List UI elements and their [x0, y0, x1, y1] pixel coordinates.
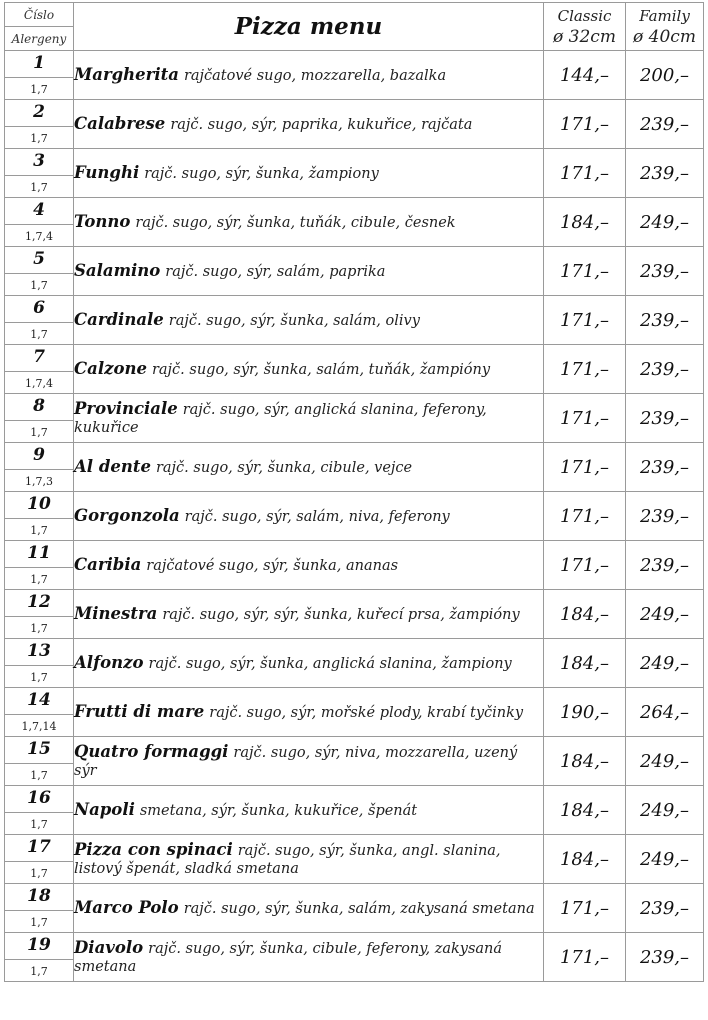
- item-allergens: 1,7,4: [25, 229, 53, 243]
- item-number-group: [5, 52, 73, 99]
- item-ingredients: rajč. sugo, sýr, sýr, šunka, kuřecí prsa, žampióny: [162, 606, 520, 623]
- item-name: Napoli: [74, 799, 135, 819]
- item-description-cell: [74, 345, 544, 394]
- item-number-cell: [5, 737, 74, 786]
- menu-item-row: [5, 296, 704, 345]
- item-number: 11: [27, 542, 51, 563]
- item-number-group: [5, 150, 73, 197]
- item-allergens: 1,7: [30, 915, 48, 929]
- item-number: 18: [27, 885, 51, 906]
- item-number-group: [5, 836, 73, 883]
- price-family: 239,–: [626, 100, 704, 149]
- menu-item-row: [5, 541, 704, 590]
- item-name: Caribia: [74, 554, 142, 574]
- price-family: 239,–: [626, 345, 704, 394]
- item-description-cell: [74, 933, 544, 982]
- number-allergen-divider: [5, 420, 73, 421]
- item-allergens: 1,7,4: [25, 376, 53, 390]
- number-allergen-divider: [5, 518, 73, 519]
- price-family: 200,–: [626, 51, 704, 100]
- price-family: 249,–: [626, 835, 704, 884]
- price-classic: 171,–: [544, 933, 626, 982]
- item-description-cell: [74, 835, 544, 884]
- item-number: 3: [33, 150, 45, 171]
- item-number-group: [5, 787, 73, 834]
- item-number-cell: [5, 247, 74, 296]
- item-ingredients: rajč. sugo, sýr, niva, mozzarella, uzený sýr: [74, 744, 518, 779]
- item-name: Gorgonzola: [74, 505, 180, 525]
- item-ingredients: rajč. sugo, sýr, anglická slanina, feferony, kukuřice: [74, 401, 487, 436]
- price-classic: 144,–: [544, 51, 626, 100]
- menu-item-row: [5, 247, 704, 296]
- item-number: 12: [27, 591, 51, 612]
- item-name: Al dente: [74, 456, 151, 476]
- price-classic: 171,–: [544, 100, 626, 149]
- price-classic: 171,–: [544, 884, 626, 933]
- item-allergens: 1,7: [30, 523, 48, 537]
- item-description-cell: [74, 541, 544, 590]
- price-family: 239,–: [626, 149, 704, 198]
- item-ingredients: rajč. sugo, sýr, salám, paprika: [165, 263, 386, 280]
- item-ingredients: rajč. sugo, sýr, šunka, angl. slanina, listový špenát, sladká smetana: [74, 842, 501, 877]
- price-classic: 171,–: [544, 443, 626, 492]
- item-number-cell: [5, 786, 74, 835]
- item-ingredients: rajč. sugo, sýr, šunka, žampiony: [144, 165, 379, 182]
- item-number-cell: [5, 149, 74, 198]
- menu-item-row: [5, 394, 704, 443]
- header-family: [626, 3, 704, 51]
- menu-item-row: [5, 688, 704, 737]
- item-name: Calabrese: [74, 113, 166, 133]
- item-name: Quatro formaggi: [74, 741, 229, 761]
- item-number-cell: [5, 884, 74, 933]
- number-allergen-divider: [5, 812, 73, 813]
- price-classic: 190,–: [544, 688, 626, 737]
- item-number: 13: [27, 640, 51, 661]
- menu-item-row: [5, 149, 704, 198]
- item-description-cell: [74, 100, 544, 149]
- price-family: 249,–: [626, 590, 704, 639]
- price-family: 239,–: [626, 492, 704, 541]
- price-family: 249,–: [626, 639, 704, 688]
- item-ingredients: rajč. sugo, sýr, šunka, salám, zakysaná smetana: [183, 900, 535, 917]
- price-classic: 184,–: [544, 198, 626, 247]
- item-description-cell: [74, 688, 544, 737]
- item-name: Frutti di mare: [74, 701, 205, 721]
- item-ingredients: rajč. sugo, sýr, šunka, tuňák, cibule, česnek: [135, 214, 456, 231]
- item-number-group: [5, 248, 73, 295]
- item-allergens: 1,7: [30, 964, 48, 978]
- item-number-group: [5, 297, 73, 344]
- item-number-group: [5, 101, 73, 148]
- price-family: 239,–: [626, 541, 704, 590]
- item-number-cell: [5, 345, 74, 394]
- item-description-cell: [74, 639, 544, 688]
- item-name: Salamino: [74, 260, 161, 280]
- item-number: 6: [33, 297, 45, 318]
- item-allergens: 1,7: [30, 866, 48, 880]
- number-allergen-divider: [5, 714, 73, 715]
- number-allergen-divider: [5, 126, 73, 127]
- menu-item-row: [5, 835, 704, 884]
- menu-item-row: [5, 443, 704, 492]
- page-title: Pizza menu: [74, 3, 544, 51]
- item-allergens: 1,7: [30, 621, 48, 635]
- header-alergeny: Alergeny: [5, 27, 74, 51]
- item-number: 14: [27, 689, 51, 710]
- item-number: 4: [33, 199, 45, 220]
- price-family: 249,–: [626, 786, 704, 835]
- item-number: 2: [33, 101, 45, 122]
- item-ingredients: rajčatové sugo, mozzarella, bazalka: [183, 67, 447, 84]
- price-family: 249,–: [626, 198, 704, 247]
- pizza-menu-table: [4, 2, 704, 982]
- item-number: 7: [33, 346, 45, 367]
- price-classic: 171,–: [544, 345, 626, 394]
- item-number-group: [5, 885, 73, 932]
- item-ingredients: rajč. sugo, sýr, šunka, salám, tuňák, žampióny: [151, 361, 491, 378]
- menu-item-row: [5, 786, 704, 835]
- classic-size: ø 32cm: [553, 26, 616, 47]
- item-description-cell: [74, 394, 544, 443]
- price-classic: 184,–: [544, 835, 626, 884]
- price-classic: 171,–: [544, 394, 626, 443]
- item-number-group: [5, 199, 73, 246]
- item-ingredients: rajč. sugo, sýr, paprika, kukuřice, rajčata: [170, 116, 473, 133]
- item-number-cell: [5, 198, 74, 247]
- item-description-cell: [74, 786, 544, 835]
- price-classic: 171,–: [544, 149, 626, 198]
- number-allergen-divider: [5, 175, 73, 176]
- menu-item-row: [5, 933, 704, 982]
- item-number-cell: [5, 835, 74, 884]
- family-size: ø 40cm: [633, 26, 696, 47]
- item-number: 9: [33, 444, 45, 465]
- item-number: 10: [27, 493, 51, 514]
- item-number-cell: [5, 296, 74, 345]
- item-ingredients: rajč. sugo, sýr, salám, niva, feferony: [184, 508, 450, 525]
- item-name: Funghi: [74, 162, 140, 182]
- family-label: Family: [639, 6, 690, 25]
- item-description-cell: [74, 443, 544, 492]
- item-number-cell: [5, 933, 74, 982]
- item-number: 15: [27, 738, 51, 759]
- menu-item-row: [5, 590, 704, 639]
- item-ingredients: rajč. sugo, sýr, šunka, cibule, feferony, zakysaná smetana: [74, 940, 503, 975]
- price-family: 239,–: [626, 247, 704, 296]
- item-number: 17: [27, 836, 51, 857]
- item-number-group: [5, 493, 73, 540]
- price-family: 249,–: [626, 737, 704, 786]
- menu-item-row: [5, 492, 704, 541]
- item-ingredients: rajč. sugo, sýr, šunka, salám, olivy: [168, 312, 420, 329]
- item-allergens: 1,7: [30, 768, 48, 782]
- item-description-cell: [74, 884, 544, 933]
- item-number-group: [5, 689, 73, 736]
- item-name: Tonno: [74, 211, 131, 231]
- item-number: 8: [33, 395, 45, 416]
- item-number-cell: [5, 100, 74, 149]
- menu-item-row: [5, 737, 704, 786]
- number-allergen-divider: [5, 371, 73, 372]
- item-number-group: [5, 591, 73, 638]
- item-description-cell: [74, 590, 544, 639]
- item-name: Marco Polo: [74, 897, 179, 917]
- item-allergens: 1,7: [30, 278, 48, 292]
- item-number-cell: [5, 541, 74, 590]
- header-cislo: Číslo: [5, 3, 74, 27]
- number-allergen-divider: [5, 910, 73, 911]
- number-allergen-divider: [5, 567, 73, 568]
- number-allergen-divider: [5, 861, 73, 862]
- item-allergens: 1,7: [30, 817, 48, 831]
- item-name: Margherita: [74, 64, 179, 84]
- price-classic: 171,–: [544, 541, 626, 590]
- item-number-group: [5, 934, 73, 981]
- number-allergen-divider: [5, 77, 73, 78]
- item-number-cell: [5, 590, 74, 639]
- price-classic: 184,–: [544, 639, 626, 688]
- price-family: 239,–: [626, 443, 704, 492]
- item-ingredients: smetana, sýr, šunka, kukuřice, špenát: [139, 802, 418, 819]
- item-description-cell: [74, 198, 544, 247]
- price-family: 264,–: [626, 688, 704, 737]
- item-number-group: [5, 640, 73, 687]
- item-number-cell: [5, 639, 74, 688]
- item-description-cell: [74, 51, 544, 100]
- price-classic: 184,–: [544, 737, 626, 786]
- price-family: 239,–: [626, 296, 704, 345]
- item-description-cell: [74, 737, 544, 786]
- price-classic: 184,–: [544, 786, 626, 835]
- item-allergens: 1,7: [30, 131, 48, 145]
- item-name: Provinciale: [74, 398, 178, 418]
- item-description-cell: [74, 149, 544, 198]
- item-number-group: [5, 738, 73, 785]
- item-number: 1: [33, 52, 45, 73]
- classic-label: Classic: [557, 6, 612, 25]
- item-ingredients: rajč. sugo, sýr, šunka, anglická slanina, žampiony: [148, 655, 512, 672]
- item-allergens: 1,7: [30, 572, 48, 586]
- menu-item-row: [5, 345, 704, 394]
- item-number-group: [5, 346, 73, 393]
- menu-item-row: [5, 100, 704, 149]
- item-description-cell: [74, 492, 544, 541]
- number-allergen-divider: [5, 273, 73, 274]
- item-description-cell: [74, 296, 544, 345]
- item-number-cell: [5, 492, 74, 541]
- item-name: Cardinale: [74, 309, 164, 329]
- item-ingredients: rajč. sugo, sýr, šunka, cibule, vejce: [155, 459, 413, 476]
- number-allergen-divider: [5, 665, 73, 666]
- item-allergens: 1,7: [30, 670, 48, 684]
- item-allergens: 1,7,14: [21, 719, 57, 733]
- item-number-group: [5, 444, 73, 491]
- menu-item-row: [5, 198, 704, 247]
- number-allergen-divider: [5, 959, 73, 960]
- price-family: 239,–: [626, 884, 704, 933]
- item-number: 5: [33, 248, 45, 269]
- number-allergen-divider: [5, 763, 73, 764]
- menu-item-row: [5, 884, 704, 933]
- item-name: Calzone: [74, 358, 147, 378]
- header-row: [5, 3, 704, 27]
- item-name: Alfonzo: [74, 652, 144, 672]
- item-number-cell: [5, 688, 74, 737]
- menu-item-row: [5, 51, 704, 100]
- item-number: 19: [27, 934, 51, 955]
- item-allergens: 1,7: [30, 327, 48, 341]
- price-family: 239,–: [626, 933, 704, 982]
- item-allergens: 1,7,3: [25, 474, 53, 488]
- item-allergens: 1,7: [30, 425, 48, 439]
- item-number-group: [5, 542, 73, 589]
- item-name: Diavolo: [74, 937, 144, 957]
- item-ingredients: rajč. sugo, sýr, mořské plody, krabí tyčinky: [209, 704, 524, 721]
- item-number-cell: [5, 443, 74, 492]
- item-name: Minestra: [74, 603, 158, 623]
- item-allergens: 1,7: [30, 82, 48, 96]
- item-ingredients: rajčatové sugo, sýr, šunka, ananas: [146, 557, 399, 574]
- price-classic: 171,–: [544, 492, 626, 541]
- item-allergens: 1,7: [30, 180, 48, 194]
- header-classic: [544, 3, 626, 51]
- item-number-group: [5, 395, 73, 442]
- item-number-cell: [5, 394, 74, 443]
- number-allergen-divider: [5, 322, 73, 323]
- item-name: Pizza con spinaci: [74, 839, 233, 859]
- number-allergen-divider: [5, 616, 73, 617]
- price-classic: 171,–: [544, 247, 626, 296]
- item-description-cell: [74, 247, 544, 296]
- price-family: 239,–: [626, 394, 704, 443]
- number-allergen-divider: [5, 469, 73, 470]
- item-number: 16: [27, 787, 51, 808]
- number-allergen-divider: [5, 224, 73, 225]
- item-number-cell: [5, 51, 74, 100]
- menu-item-row: [5, 639, 704, 688]
- price-classic: 184,–: [544, 590, 626, 639]
- price-classic: 171,–: [544, 296, 626, 345]
